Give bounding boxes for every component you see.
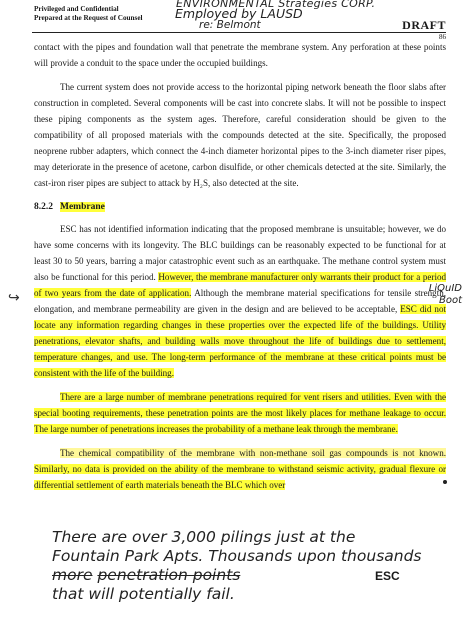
bottom-note-line-4: that will potentially fail. — [52, 585, 235, 603]
section-title: Membrane — [60, 202, 105, 212]
confidentiality-header — [34, 5, 143, 23]
paragraph-3-highlight-warranty: However, the membrane manufacturer only warrants their product for a period of two years from the date of application. — [34, 272, 447, 298]
header-line-1: Privileged and Confidential — [34, 5, 119, 13]
paragraph-3 — [34, 221, 446, 381]
handwritten-employer-note: Employed by LAUSD — [175, 6, 303, 21]
paragraph-3-part-a: ESC has not identified information indicating that the proposed membrane is unsuitable; however, we do have some concerns with its longevity. The BLC buildings can be reasonably expected to be functional for at least 30 to 50 years, barring a major catastrophic event such as an earthquake. The methane control system must also be functional for this period. — [34, 224, 446, 282]
header-rule — [32, 32, 446, 33]
handwritten-company-note: ENVIRONMENTAL Strategies CORP. — [176, 0, 376, 10]
handwritten-side-note — [429, 283, 462, 307]
section-heading — [34, 199, 446, 215]
paragraph-4 — [34, 389, 446, 437]
paragraph-5 — [34, 445, 446, 493]
handwritten-subject-note: re: Belmont — [199, 19, 261, 31]
bottom-note-line-2: Fountain Park Apts. Thousands upon thousands — [52, 547, 422, 565]
side-note-line-1: LiQuID — [428, 283, 462, 294]
draft-label: DRAFT — [402, 18, 446, 32]
esc-signature: ESC — [375, 569, 400, 583]
side-note-line-2: Boot — [438, 295, 462, 306]
paragraph-3-highlight-properties: ESC did not locate any information regarding changes in these properties over the expected life of the buildings. Utility penetrations, elevator shafts, and building walls move throughout the life of buildings due to settlement, temperature changes, and use. The long-term performance of the membrane at these critical points must be consistent with the life of the building. — [34, 304, 446, 378]
margin-arrow-mark: ↪ — [8, 290, 20, 306]
draft-header — [402, 16, 446, 41]
document-body — [34, 39, 446, 501]
paragraph-3-part-c: Although the membrane material specifications for tensile strength, elongation, and membrane permeability are given in the design and are believed to be acceptable, — [34, 288, 446, 314]
header-line-2: Prepared at the Request of Counsel — [34, 14, 143, 22]
paragraph-2: The current system does not provide access to the horizontal piping network beneath the floor slabs after construction in completed. Several components will be cast into concrete slabs. It will not be possible to inspect these piping components as the system ages. Therefore, careful consideration should be given to the compatibility of all proposed materials with the compounds detected at the site. Specifically, the proposed neoprene rubber adapters, which connect the 4-inch diameter horizontal pipes to the 3-inch diameter riser pipes, may deteriorate in the presence of acetone, carbon disulfide, or other chemicals detected at the site. Similarly, the cast-iron riser pipes are subject to attack by H₂S, also detected at the site. — [34, 82, 446, 188]
bottom-note-line-3 — [52, 566, 422, 585]
page-number: 86 — [439, 33, 446, 41]
bottom-note-line-1: There are over 3,000 pilings just at the — [52, 528, 356, 546]
bottom-note-penetration: penetration points — [97, 566, 241, 584]
paragraph-1: contact with the pipes and foundation wall that penetrate the membrane system. Any perforation at these points will provide a conduit to the space under the occupied buildings. — [34, 42, 446, 68]
handwritten-bottom-note — [52, 528, 422, 604]
paragraph-5-highlight-a: The chemical compatibility of the membrane with non-methane soil gas compounds is not known. — [60, 448, 446, 458]
bottom-note-more: more — [52, 566, 93, 584]
paragraph-5-highlight-b: Similarly, no data is provided on the ability of the membrane to withstand seismic activity, gradual flexure or differential settlement of earth materials beneath the BLC which over — [34, 464, 446, 490]
paragraph-4-highlight: There are a large number of membrane penetrations required for vent risers and utilities. Even with the special booting requirements, these penetration points are the most likely places for methane leakage to occur. The large number of penetrations increases the probability of a methane leak through the membrane. — [34, 392, 446, 434]
margin-dot-mark — [443, 480, 447, 484]
section-number: 8.2.2 — [34, 202, 53, 212]
